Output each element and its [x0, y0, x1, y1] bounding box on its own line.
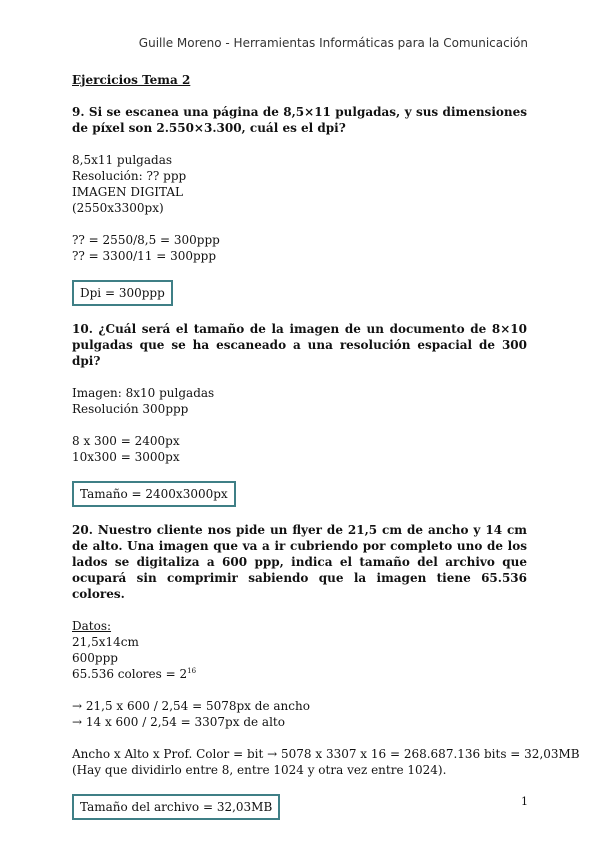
question-9: 9. Si se escanea una página de 8,5×11 pulgadas, y sus dimensiones de píxel son 2.550×3.300, cuál es el dpi?: [72, 105, 527, 135]
q20-colors-line: [72, 666, 527, 682]
q20-datos-label: Datos:: [72, 619, 112, 633]
q10-calc: [72, 433, 527, 465]
q20-datos: [72, 618, 527, 682]
q20-note: (Hay que dividirlo entre 8, entre 1024 y otra vez entre 1024).: [72, 763, 447, 777]
q20-answer-box: Tamaño del archivo = 32,03MB: [72, 794, 280, 820]
q9-given-line: Resolución: ?? ppp: [72, 169, 187, 183]
q20-datos-line: 600ppp: [72, 651, 118, 665]
q20-formula: Ancho x Alto x Prof. Color = bit → 5078 x 3307 x 16 = 268.687.136 bits = 32,03MB: [72, 747, 580, 761]
question-20: 20. Nuestro cliente nos pide un flyer de 21,5 cm de ancho y 14 cm de alto. Una imagen que va a ir cubriendo por completo uno de los lados se digitaliza a 600 ppp, indica el tamaño del archivo que ocupará sin comprimir sabiendo que la imagen tiene 65.536 colores.: [72, 523, 527, 601]
q10-given-line: Resolución 300ppp: [72, 402, 189, 416]
q10-calc-line: 10x300 = 3000px: [72, 450, 180, 464]
q20-colors-exponent: 16: [187, 667, 197, 675]
q9-answer-box: Dpi = 300ppp: [72, 280, 173, 306]
q9-given-line: 8,5x11 pulgadas: [72, 153, 173, 167]
page-header: Guille Moreno - Herramientas Informáticas para la Comunicación: [138, 36, 528, 50]
q20-calc: [72, 698, 527, 730]
q20-formula-block: [72, 746, 580, 778]
q9-calc-line: ?? = 2550/8,5 = 300ppp: [72, 233, 220, 247]
q9-given-line: (2550x3300px): [72, 201, 164, 215]
page-number: 1: [521, 795, 528, 808]
q10-given-line: Imagen: 8x10 pulgadas: [72, 386, 215, 400]
question-10: 10. ¿Cuál será el tamaño de la imagen de un documento de 8×10 pulgadas que se ha escaneado a una resolución espacial de 300 dpi?: [72, 322, 527, 368]
q10-given: [72, 385, 527, 417]
q10-calc-line: 8 x 300 = 2400px: [72, 434, 180, 448]
q20-colors-text: 65.536 colores = 2: [72, 667, 188, 681]
q10-answer-box: Tamaño = 2400x3000px: [72, 481, 236, 507]
section-title: Ejercicios Tema 2: [72, 73, 191, 87]
q20-calc-line: → 21,5 x 600 / 2,54 = 5078px de ancho: [72, 699, 310, 713]
q9-calc: [72, 232, 527, 264]
document-body: [72, 72, 580, 835]
q9-given-line: IMAGEN DIGITAL: [72, 185, 184, 199]
q9-given: [72, 152, 527, 216]
q20-calc-line: → 14 x 600 / 2,54 = 3307px de alto: [72, 715, 285, 729]
q9-calc-line: ?? = 3300/11 = 300ppp: [72, 249, 217, 263]
q20-datos-line: 21,5x14cm: [72, 635, 139, 649]
